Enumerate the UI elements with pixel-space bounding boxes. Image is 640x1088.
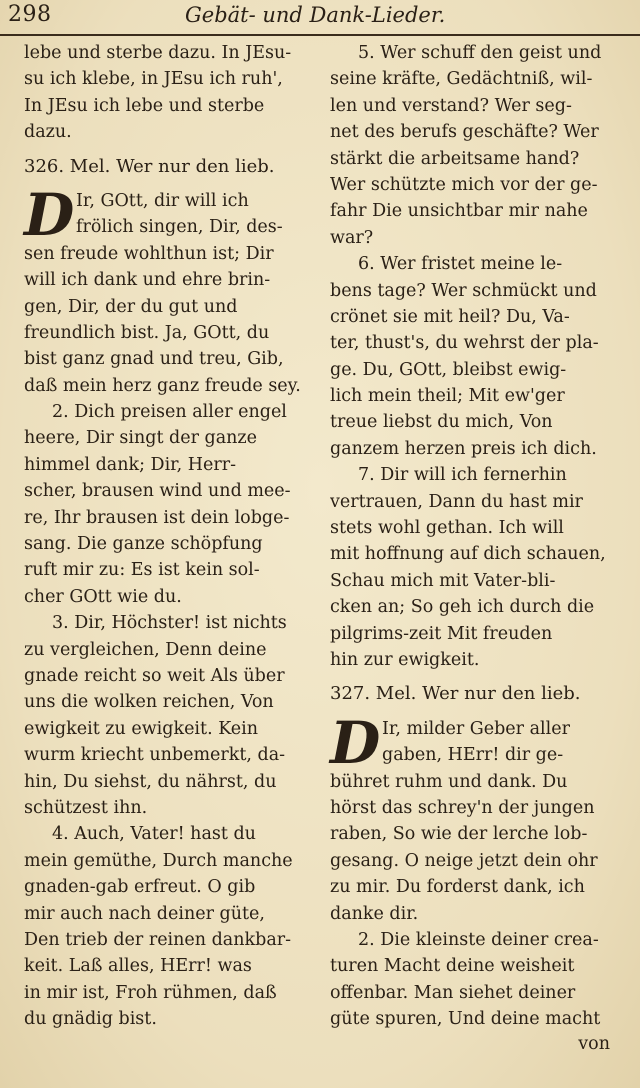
verse-line: freundlich bist. Ja, GOtt, du: [24, 322, 270, 343]
verse-line: güte spuren, Und deine macht: [330, 1009, 601, 1030]
verse-line: net des berufs geschäfte? Wer: [330, 122, 599, 143]
verse-line: crönet sie mit heil? Du, Va-: [330, 306, 570, 327]
verse-line: wurm kriecht unbemerkt, da-: [24, 745, 286, 766]
verse-line: vertrauen, Dann du hast mir: [330, 491, 583, 512]
running-head: Gebät- und Dank-Lieder.: [185, 3, 446, 27]
drop-cap: D: [24, 180, 75, 249]
verse-line: len und verstand? Wer seg-: [330, 95, 572, 116]
verse-line: Ir, GOtt, dir will ich: [76, 190, 249, 211]
verse-line: 6. Wer fristet meine le-: [358, 254, 563, 275]
verse-line: sen freude wohlthun ist; Dir: [24, 243, 274, 264]
hymn-327-heading: 327. Mel. Wer nur den lieb.: [330, 683, 581, 705]
verse-line: bens tage? Wer schmückt und: [330, 280, 597, 301]
verse-line: mit hoffnung auf dich schauen,: [330, 544, 606, 565]
verse-line: bist ganz gnad und treu, Gib,: [24, 349, 284, 370]
verse-line: Wer schützte mich vor der ge-: [330, 174, 598, 195]
verse-line: hin, Du siehst, du nährst, du: [24, 771, 277, 792]
verse-line: himmel dank; Dir, Herr-: [24, 454, 236, 475]
catchword: von: [578, 1034, 610, 1054]
verse-line: ganzem herzen preis ich dich.: [330, 438, 597, 459]
verse-line: mir auch nach deiner güte,: [24, 903, 265, 924]
verse-line: ruft mir zu: Es ist kein sol-: [24, 560, 260, 581]
verse-line: re, Ihr brausen ist dein lobge-: [24, 507, 290, 528]
verse-line: 7. Dir will ich fernerhin: [358, 465, 567, 486]
verse-line: mein gemüthe, Durch manche: [24, 850, 293, 871]
verse-line: in mir ist, Froh rühmen, daß: [24, 982, 277, 1003]
page-number: 298: [8, 2, 52, 27]
verse-line: hin zur ewigkeit.: [330, 649, 480, 670]
verse-line: stärkt die arbeitsame hand?: [330, 148, 580, 169]
verse-line: zu mir. Du forderst dank, ich: [330, 877, 585, 898]
verse-line: cken an; So geh ich durch die: [330, 597, 595, 618]
verse-line: pilgrims-zeit Mit freuden: [330, 623, 553, 644]
verse-line: du gnädig bist.: [24, 1009, 157, 1030]
verse-line: will ich dank und ehre brin-: [24, 270, 271, 291]
verse-line: gesang. O neige jetzt dein ohr: [330, 850, 598, 871]
verse-line: 3. Dir, Höchster! ist nichts: [52, 613, 287, 634]
verse-line: 5. Wer schuff den geist und: [358, 43, 602, 63]
verse-line: scher, brausen wind und mee-: [24, 481, 291, 502]
verse-line: gnade reicht so weit Als über: [24, 665, 285, 686]
verse-line: lebe und sterbe dazu. In JEsu-: [24, 43, 292, 63]
verse-line: raben, So wie der lerche lob-: [330, 824, 588, 845]
hymn-opening: [330, 708, 620, 777]
spacer: [24, 146, 316, 154]
verse-line: frölich singen, Dir, des-: [76, 217, 283, 238]
verse-line: sang. Die ganze schöpfung: [24, 534, 263, 555]
verse-line: stets wohl gethan. Ich will: [330, 518, 564, 539]
verse-line: su ich klebe, in JEsu ich ruh',: [24, 69, 283, 90]
verse-line: cher GOtt wie du.: [24, 586, 182, 607]
verse-line: offenbar. Man siehet deiner: [330, 982, 576, 1003]
drop-cap: D: [330, 708, 381, 777]
verse-line: dazu.: [24, 122, 72, 143]
verse-line: ewigkeit zu ewigkeit. Kein: [24, 718, 259, 739]
verse-line: Ir, milder Geber aller: [382, 718, 570, 739]
verse-line: gnaden-gab erfreut. O gib: [24, 877, 256, 898]
verse-line: lich mein theil; Mit ew'ger: [330, 386, 565, 407]
verse-line: zu vergleichen, Denn deine: [24, 639, 267, 660]
verse-line: keit. Laß alles, HErr! was: [24, 956, 252, 977]
verse-line: ge. Du, GOtt, bleibst ewig-: [330, 359, 567, 380]
verse-line: seine kräfte, Gedächtniß, wil-: [330, 69, 593, 90]
verse-line: 4. Auch, Vater! hast du: [52, 824, 256, 845]
verse-line: war?: [330, 227, 374, 248]
verse-line: gaben, HErr! dir ge-: [382, 745, 564, 766]
verse-line: uns die wolken reichen, Von: [24, 692, 274, 713]
right-column: [330, 40, 620, 1032]
left-column: [24, 40, 316, 1032]
spacer: [330, 673, 620, 681]
verse-line: danke dir.: [330, 903, 419, 924]
hymn-opening: [24, 180, 316, 249]
verse-line: fahr Die unsichtbar mir nahe: [330, 201, 588, 222]
verse-line: Den trieb der reinen dankbar-: [24, 929, 292, 950]
page-header: [0, 0, 640, 36]
verse-line: treue liebst du mich, Von: [330, 412, 553, 433]
verse-line: daß mein herz ganz freude sey.: [24, 375, 301, 396]
verse-line: 2. Die kleinste deiner crea-: [358, 929, 599, 950]
hymn-326-heading: 326. Mel. Wer nur den lieb.: [24, 155, 275, 177]
verse-line: bühret ruhm und dank. Du: [330, 771, 568, 792]
verse-line: heere, Dir singt der ganze: [24, 428, 258, 449]
verse-line: ter, thust's, du wehrst der pla-: [330, 333, 599, 354]
verse-line: Schau mich mit Vater-bli-: [330, 570, 556, 591]
verse-line: schützest ihn.: [24, 797, 148, 818]
verse-line: hörst das schrey'n der jungen: [330, 797, 595, 818]
verse-line: 2. Dich preisen aller engel: [52, 402, 287, 423]
verse-line: turen Macht deine weisheit: [330, 956, 575, 977]
verse-line: gen, Dir, der du gut und: [24, 296, 238, 317]
verse-line: In JEsu ich lebe und sterbe: [24, 95, 265, 116]
